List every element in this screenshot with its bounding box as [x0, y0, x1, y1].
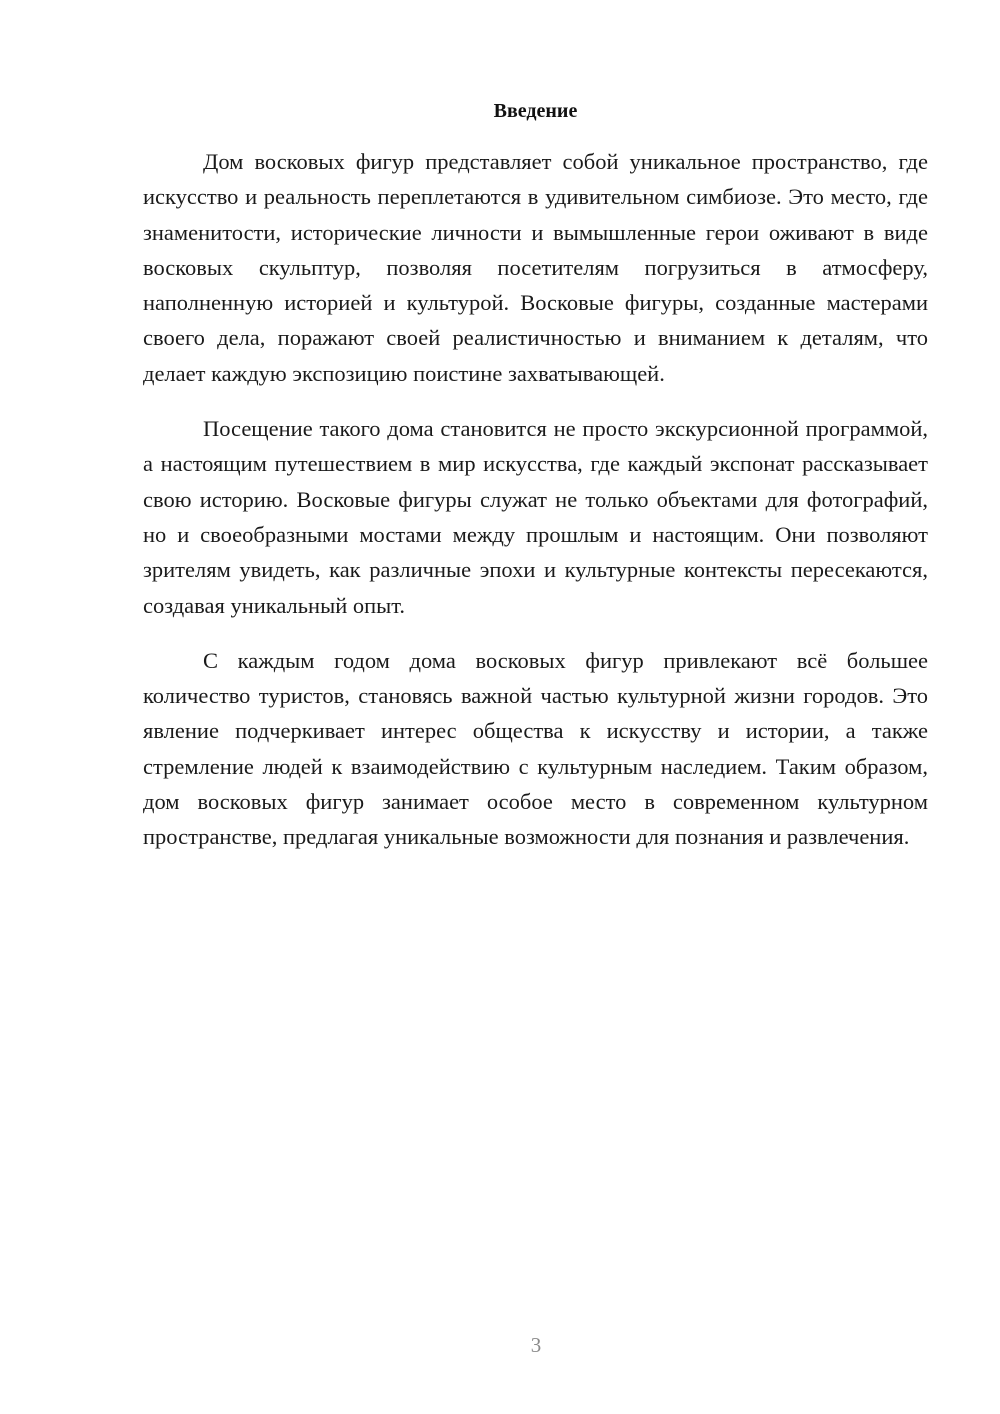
paragraph-1: Дом восковых фигур представляет собой уникальное пространство, где искусство и реальность переплетаются в удивительном симбиозе. Это место, где знаменитости, исторические личности и вымышленные герои оживают в виде восковых скульптур, позволяя посетителям погрузиться в атмосферу, наполненную историей и культурой. Восковые фигуры, созданные мастерами своего дела, поражают своей реалистичностью и вниманием к деталям, что делает каждую экспозицию поистине захватывающей. — [143, 149, 928, 386]
body-text — [143, 144, 928, 875]
paragraph-2: Посещение такого дома становится не просто экскурсионной программой, а настоящим путешествием в мир искусства, где каждый экспонат рассказывает свою историю. Восковые фигуры служат не только объектами для фотографий, но и своеобразными мостами между прошлым и настоящим. Они позволяют зрителям увидеть, как различные эпохи и культурные контексты пересекаются, создавая уникальный опыт. — [143, 416, 928, 618]
page-number: 3 — [530, 1333, 542, 1357]
section-heading: Введение — [493, 100, 578, 122]
paragraph-3: С каждым годом дома восковых фигур привлекают всё большее количество туристов, становясь важной частью культурной жизни городов. Это явление подчеркивает интерес общества к искусству и истории, а также стремление людей к взаимодействию с культурным наследием. Таким образом, дом восковых фигур занимает особое место в современном культурном пространстве, предлагая уникальные возможности для познания и развлечения. — [143, 647, 928, 850]
